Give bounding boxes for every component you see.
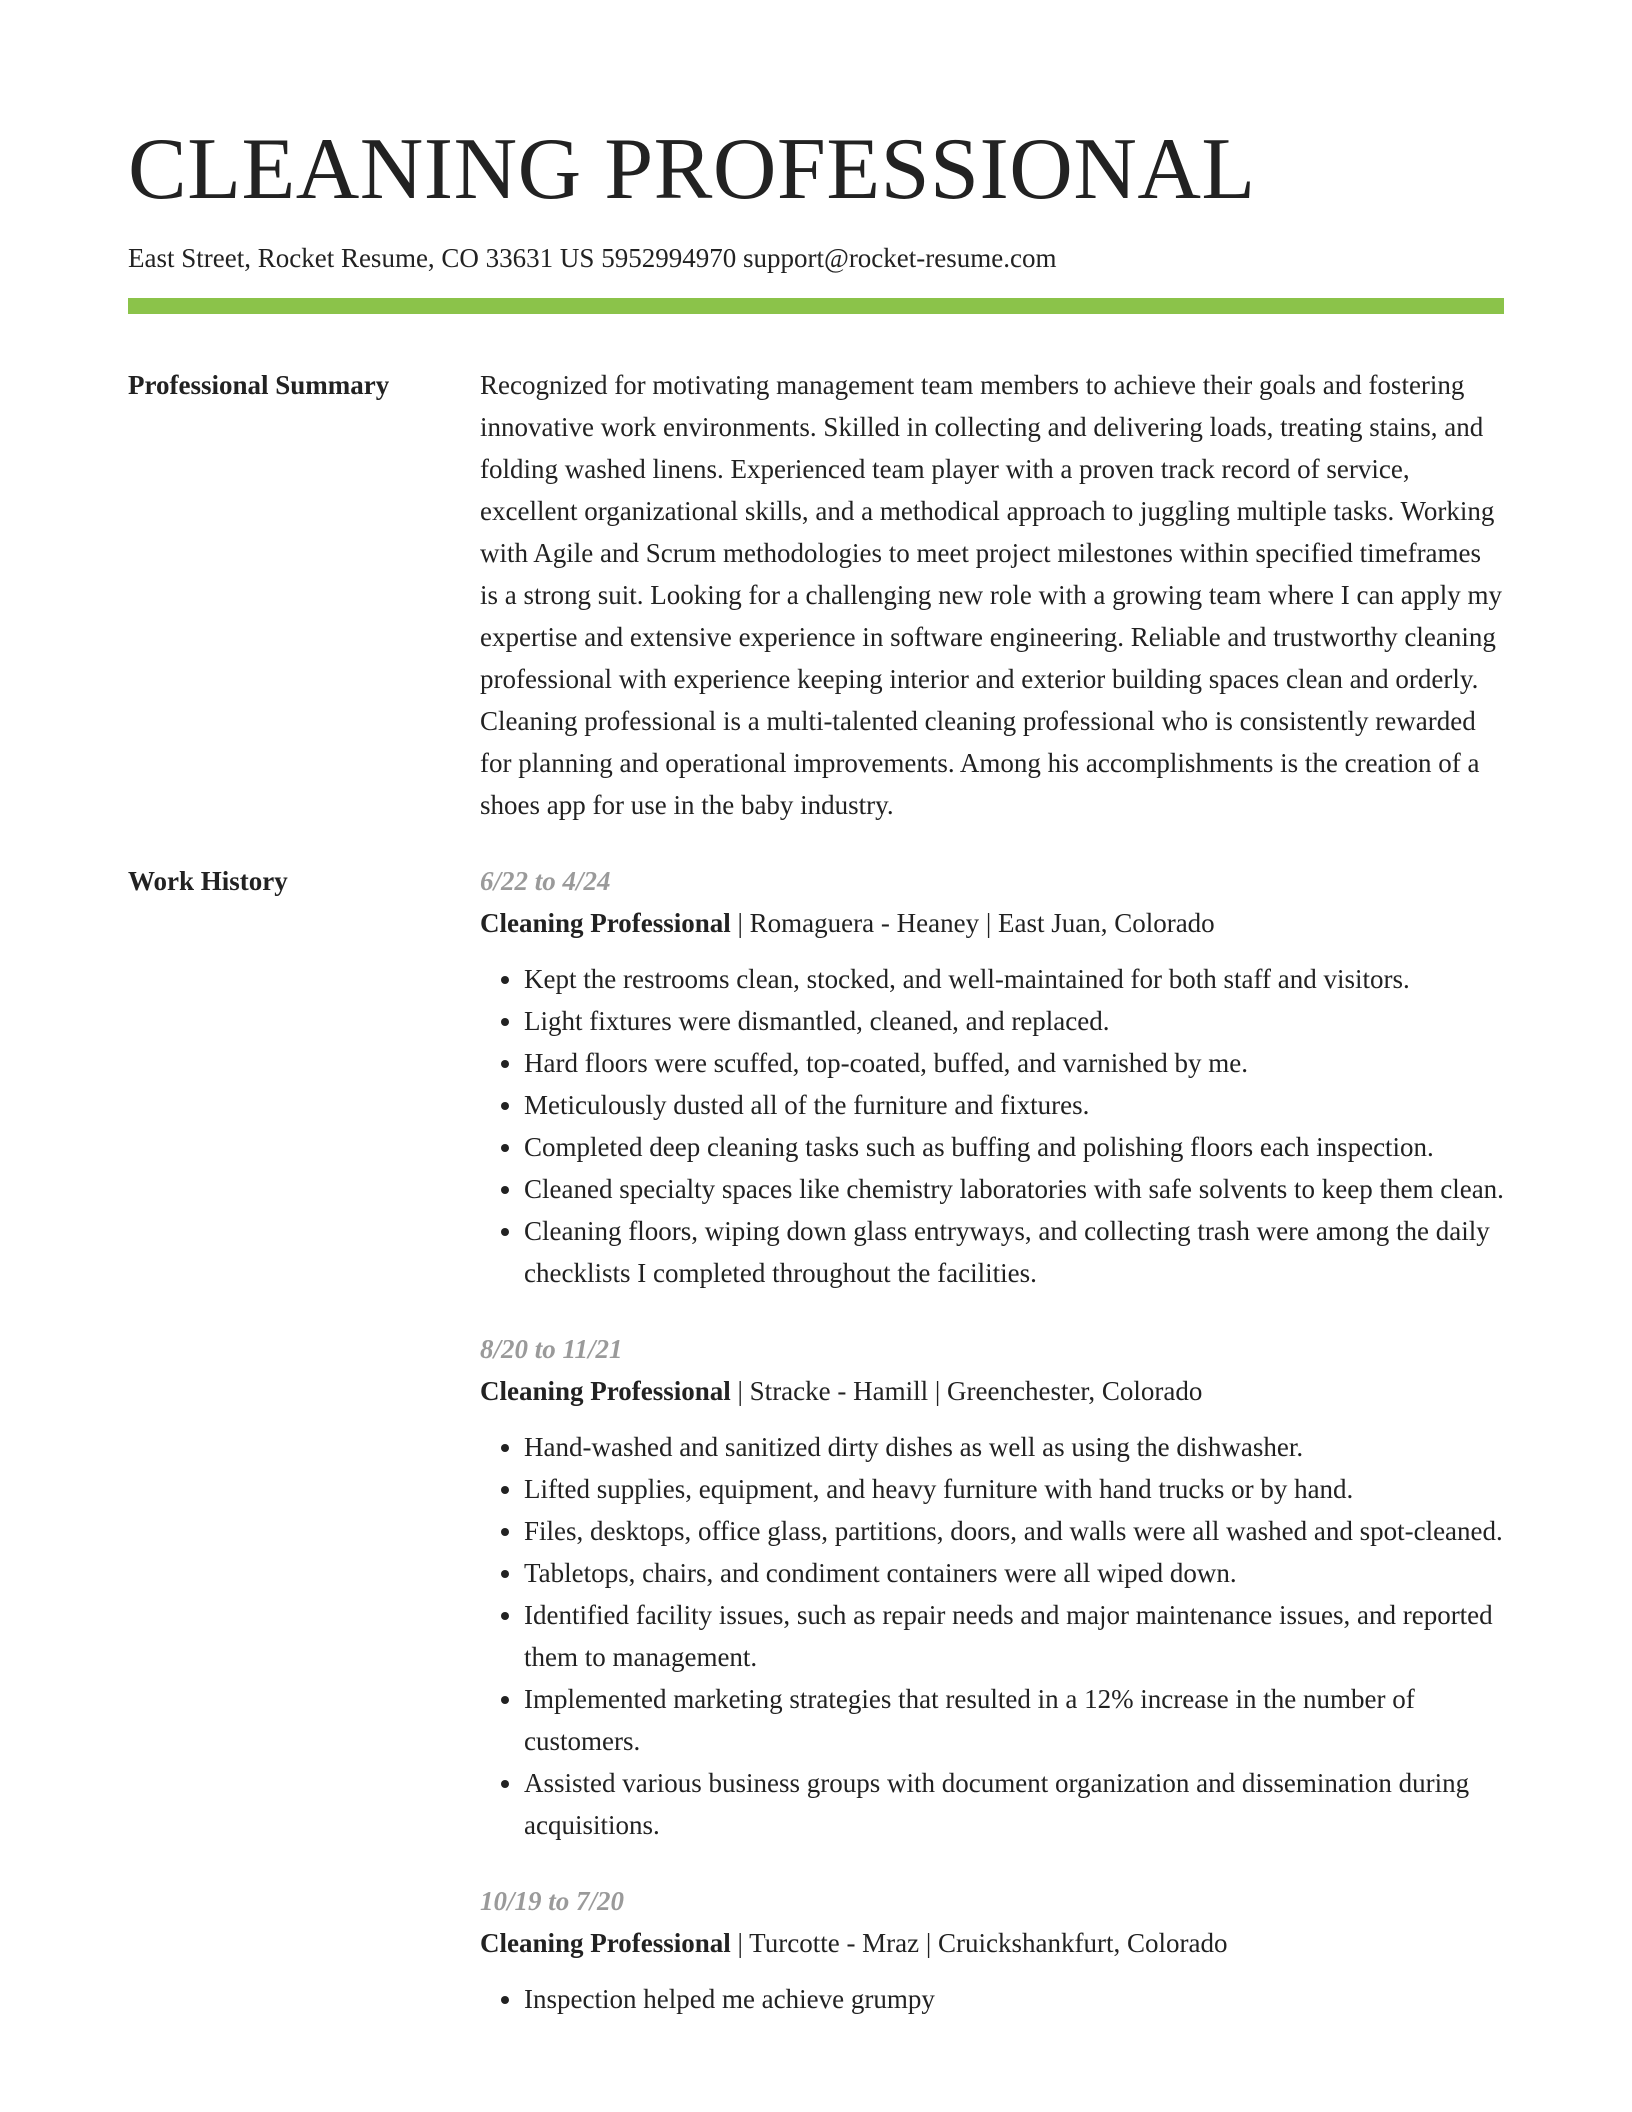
job-heading xyxy=(480,1922,1504,1964)
job-bullet: • Files, desktops, office glass, partitions, doors, and walls were all washed and spot-cleaned. xyxy=(524,1510,1504,1552)
job-bullet: • Implemented marketing strategies that resulted in a 12% increase in the number of customers. xyxy=(524,1678,1504,1762)
contact-line: East Street, Rocket Resume, CO 33631 US 5952994970 support@rocket-resume.com xyxy=(128,243,1057,273)
job-heading xyxy=(480,902,1504,944)
header-divider xyxy=(128,298,1504,314)
job-employer-location: | Romaguera - Heaney | East Juan, Colorado xyxy=(730,908,1215,938)
job-entry xyxy=(480,1328,1504,1846)
job-bullet-list xyxy=(480,1426,1504,1846)
job-heading xyxy=(480,1370,1504,1412)
job-employer-location: | Stracke - Hamill | Greenchester, Colorado xyxy=(730,1376,1203,1406)
work-history-body xyxy=(480,860,1504,2054)
professional-summary-section xyxy=(128,364,1504,826)
job-bullet: • Meticulously dusted all of the furniture and fixtures. xyxy=(524,1084,1504,1126)
job-bullet: • Completed deep cleaning tasks such as buffing and polishing floors each inspection. xyxy=(524,1126,1504,1168)
job-bullet: • Kept the restrooms clean, stocked, and well-maintained for both staff and visitors. xyxy=(524,958,1504,1000)
job-bullet: • Tabletops, chairs, and condiment containers were all wiped down. xyxy=(524,1552,1504,1594)
job-entry xyxy=(480,860,1504,1294)
summary-text: Recognized for motivating management team members to achieve their goals and fostering innovative work environments. Skilled in collecting and delivering loads, treating stains, and folding washed linens. Experienced team player with a proven track record of service, excellent organizational skills, and a methodical approach to juggling multiple tasks. Working with Agile and Scrum methodologies to meet project milestones within specified timeframes is a strong suit. Looking for a challenging new role with a growing team where I can apply my expertise and extensive experience in software engineering. Reliable and trustworthy cleaning professional with experience keeping interior and exterior building spaces clean and orderly. Cleaning professional is a multi-talented cleaning professional who is consistently rewarded for planning and operational improvements. Among his accomplishments is the creation of a shoes app for use in the baby industry. xyxy=(480,370,1502,820)
job-employer-location: | Turcotte - Mraz | Cruickshankfurt, Colorado xyxy=(730,1928,1228,1958)
work-history-section xyxy=(128,860,1504,2054)
job-bullet: • Light fixtures were dismantled, cleaned, and replaced. xyxy=(524,1000,1504,1042)
job-bullet: • Inspection helped me achieve grumpy xyxy=(524,1978,1504,2020)
job-title: Cleaning Professional xyxy=(480,1928,731,1958)
section-label-professional-summary: Professional Summary xyxy=(128,370,390,400)
job-bullet-list xyxy=(480,1978,1504,2020)
job-title: Cleaning Professional xyxy=(480,1376,731,1406)
job-bullet: • Cleaning floors, wiping down glass entryways, and collecting trash were among the daily checklists I completed throughout the facilities. xyxy=(524,1210,1504,1294)
job-bullet: • Identified facility issues, such as repair needs and major maintenance issues, and reported them to management. xyxy=(524,1594,1504,1678)
job-title: Cleaning Professional xyxy=(480,908,731,938)
job-dates: 10/19 to 7/20 xyxy=(480,1886,625,1916)
summary-body xyxy=(480,364,1504,826)
job-dates: 6/22 to 4/24 xyxy=(480,866,611,896)
job-entry xyxy=(480,1880,1504,2020)
resume-page xyxy=(128,0,1504,2054)
job-bullet-list xyxy=(480,958,1504,1294)
job-dates: 8/20 to 11/21 xyxy=(480,1334,623,1364)
job-bullet: • Assisted various business groups with document organization and dissemination during acquisitions. xyxy=(524,1762,1504,1846)
job-bullet: • Cleaned specialty spaces like chemistry laboratories with safe solvents to keep them clean. xyxy=(524,1168,1504,1210)
section-label-work-history: Work History xyxy=(128,866,288,896)
job-bullet: • Lifted supplies, equipment, and heavy furniture with hand trucks or by hand. xyxy=(524,1468,1504,1510)
job-bullet: • Hand-washed and sanitized dirty dishes as well as using the dishwasher. xyxy=(524,1426,1504,1468)
candidate-name: CLEANING PROFESSIONAL xyxy=(128,121,1256,218)
job-bullet: • Hard floors were scuffed, top-coated, buffed, and varnished by me. xyxy=(524,1042,1504,1084)
